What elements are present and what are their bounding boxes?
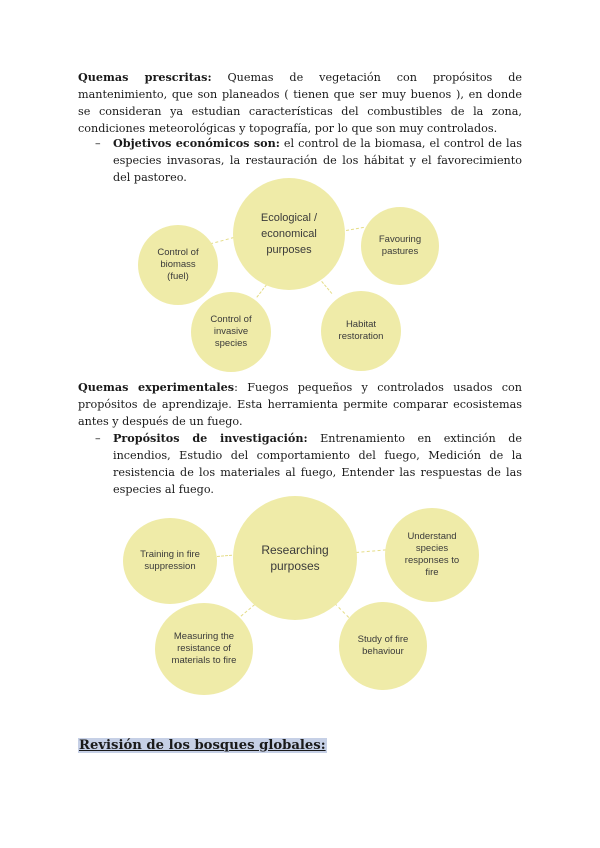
term-prescribed-burns: Quemas prescritas: [78,70,212,84]
bullet-economic-objectives [97,135,522,186]
connector [334,603,349,618]
center-researching-purposes: Researching purposes [233,496,357,620]
node-control-of-biomass: Control of biomass (fuel) [138,225,218,305]
node-study-fire-behaviour: Study of fire behaviour [339,602,427,690]
bullet-research-purposes [97,430,522,498]
connector [256,284,267,297]
paragraph-prescribed-burns [78,69,522,137]
node-control-of-invasive-species: Control of invasive species [191,292,271,372]
node-training-fire-suppression: Training in fire suppression [123,518,217,604]
connector [356,549,386,553]
term-economic-objectives: Objetivos económicos son: [113,136,280,150]
connector [241,604,255,616]
center-ecological-economical-purposes: Ecological / economical purposes [233,178,345,290]
heading-global-forests-review: Revisión de los bosques globales: [79,738,326,753]
experimental-burns-text: : Fuegos pequeños y controlados usados con propósitos de aprendizaje. Esta herramienta permite comparar ecosistemas antes y después de un fuego. [78,381,522,428]
term-experimental-burns: Quemas experimentales [78,380,235,394]
connector [321,281,332,294]
node-favouring-pastures: Favouring pastures [361,207,439,285]
bullet-dash: – [95,137,101,150]
connector [205,237,234,246]
term-research-purposes: Propósitos de investigación: [113,431,308,445]
node-measuring-resistance: Measuring the resistance of materials to fire [155,603,253,695]
connector [346,227,364,231]
paragraph-experimental-burns [78,379,522,430]
node-understand-species-responses: Understand species responses to fire [385,508,479,602]
node-habitat-restoration: Habitat restoration [321,291,401,371]
research-purposes-text: Entrenamiento en extinción de incendios, Estudio del comportamiento del fuego, Medición de la resistencia de los materiales al fuego, Entender las respuestas de las especies al fuego. [113,432,522,496]
prescribed-burns-text: Quemas de vegetación con propósitos de mantenimiento, que son planeados ( tienen que ser muy buenos ), en donde se consideran ya estudian características del combustibles de la zona, condiciones meteorológicas y topografía, por lo que son muy controlados. [78,71,522,135]
bullet-dash: – [95,432,101,445]
economic-objectives-text: el control de la biomasa, el control de las especies invasoras, la restauración de los hábitat y el favorecimiento del pastoreo. [113,137,523,184]
connector [217,555,232,557]
